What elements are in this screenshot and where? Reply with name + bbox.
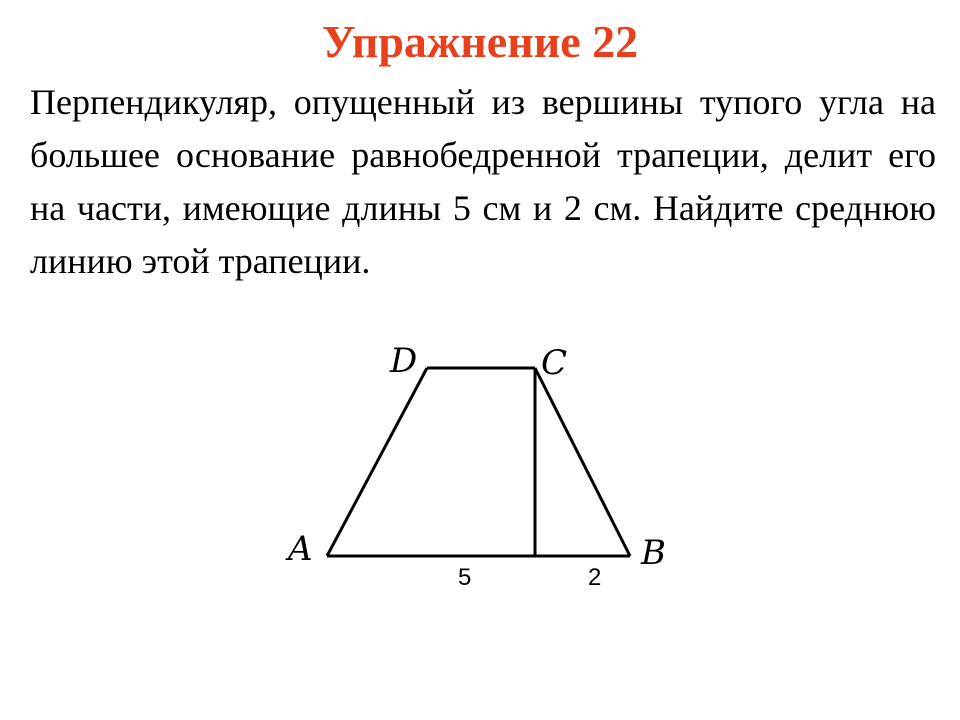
vertex-label-c: C <box>541 343 568 383</box>
problem-text: Перпендикуляр, опущенный из вершины тупого угла на большее основание равнобедренной трапеции, делит его на части, имеющие длины 5 см и 2 см. Найдите среднюю линию этой трапеции. <box>30 82 936 281</box>
side-ad <box>327 368 427 556</box>
segment-label-right: 2 <box>588 564 602 591</box>
vertex-label-d: D <box>390 341 418 381</box>
segment-label-left: 5 <box>458 564 472 591</box>
trapezoid-lines <box>327 368 630 556</box>
slide-title: Упражнение 22 <box>321 16 639 67</box>
vertex-label-a: A <box>288 529 313 569</box>
side-bc <box>535 368 630 556</box>
vertex-label-b: B <box>641 533 666 573</box>
